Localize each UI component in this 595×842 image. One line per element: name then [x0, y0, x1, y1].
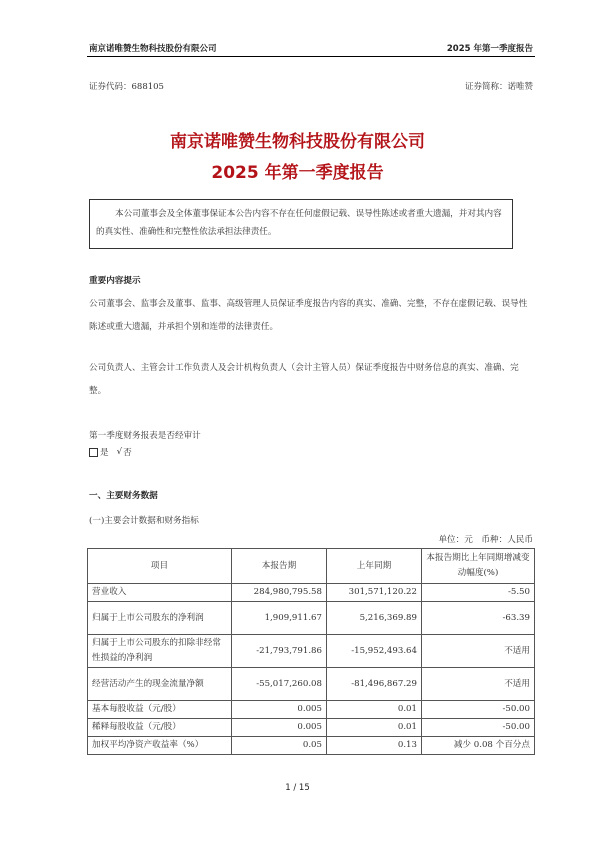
stock-abbreviation: 证券简称：诺唯赞: [464, 82, 533, 92]
cell-change: 不适用: [422, 635, 535, 668]
row-label: 稀释每股收益（元/股）: [88, 719, 232, 737]
cell-change: -50.00: [422, 719, 535, 737]
important-paragraph-1: 公司董事会、监事会及董事、监事、高级管理人员保证季度报告内容的真实、准确、完整，不存在虚假记载、误导性陈述或重大遗漏，并承担个别和连带的法律责任。: [89, 299, 528, 332]
document-title-report: 2025 年第一季度报告: [211, 163, 384, 183]
table-row: [88, 602, 535, 635]
important-paragraph-2: 公司负责人、主管会计工作负责人及会计机构负责人（会计主管人员）保证季度报告中财务信息的真实、准确、完整。: [89, 363, 519, 396]
audit-options: [89, 446, 132, 458]
cell-change: 不适用: [422, 668, 535, 701]
row-label: 加权平均净资产收益率（%）: [88, 737, 232, 755]
row-label: 基本每股收益（元/股）: [88, 701, 232, 719]
cell-change: 减少 0.08 个百分点: [422, 737, 535, 755]
cell-prior: 0.01: [327, 701, 422, 719]
cell-prior: 0.13: [327, 737, 422, 755]
check-mark-icon: √: [116, 447, 123, 457]
cell-current: -21,793,791.86: [232, 635, 327, 668]
audit-no-label: 否: [123, 448, 132, 458]
stock-code: 证券代码：688105: [89, 82, 164, 92]
running-header-report: 2025 年第一季度报告: [446, 44, 533, 54]
cell-current: 284,980,795.58: [232, 584, 327, 602]
audit-question: 第一季度财务报表是否经审计: [89, 431, 201, 441]
cell-current: 1,909,911.67: [232, 602, 327, 635]
section-1-subheading: (一)主要会计数据和财务指标: [89, 516, 199, 526]
cell-current: 0.005: [232, 719, 327, 737]
document-title-company: 南京诺唯赞生物科技股份有限公司: [170, 132, 425, 152]
header-rule: [87, 56, 535, 57]
header-change-pct: 本报告期比上年同期增减变动幅度(%): [422, 549, 535, 584]
table-row: [88, 668, 535, 701]
unchecked-box-icon: [89, 448, 98, 457]
cell-change: -50.00: [422, 701, 535, 719]
table-row: [88, 701, 535, 719]
important-heading: 重要内容提示: [89, 276, 141, 286]
header-current-period: 本报告期: [232, 549, 327, 584]
row-label: 归属于上市公司股东的扣除非经常性损益的净利润: [88, 635, 232, 668]
table-row: [88, 635, 535, 668]
page-number: 1 / 15: [285, 783, 310, 793]
table-row: [88, 719, 535, 737]
cell-prior: 5,216,369.89: [327, 602, 422, 635]
row-label: 营业收入: [88, 584, 232, 602]
cell-current: 0.05: [232, 737, 327, 755]
running-header-company: 南京诺唯赞生物科技股份有限公司: [89, 44, 217, 54]
cell-prior: 0.01: [327, 719, 422, 737]
cell-prior: -15,952,493.64: [327, 635, 422, 668]
table-row: [88, 584, 535, 602]
unit-currency-note: 单位：元 币种：人民币: [438, 535, 533, 545]
cell-change: -5.50: [422, 584, 535, 602]
cell-current: -55,017,260.08: [232, 668, 327, 701]
header-prior-period: 上年同期: [327, 549, 422, 584]
table-header-row: [88, 549, 535, 584]
audit-yes-label: 是: [100, 448, 109, 458]
cell-prior: -81,496,867.29: [327, 668, 422, 701]
financial-indicators-table: [87, 548, 535, 755]
row-label: 归属于上市公司股东的净利润: [88, 602, 232, 635]
cell-change: -63.39: [422, 602, 535, 635]
board-guarantee-notice: 本公司董事会及全体董事保证本公告内容不存在任何虚假记载、误导性陈述或者重大遗漏，并对其内容的真实性、准确性和完整性依法承担法律责任。: [96, 209, 502, 237]
table-row: [88, 737, 535, 755]
cell-current: 0.005: [232, 701, 327, 719]
row-label: 经营活动产生的现金流量净额: [88, 668, 232, 701]
section-1-heading: 一、主要财务数据: [89, 491, 158, 501]
header-item: 项目: [88, 549, 232, 584]
cell-prior: 301,571,120.22: [327, 584, 422, 602]
